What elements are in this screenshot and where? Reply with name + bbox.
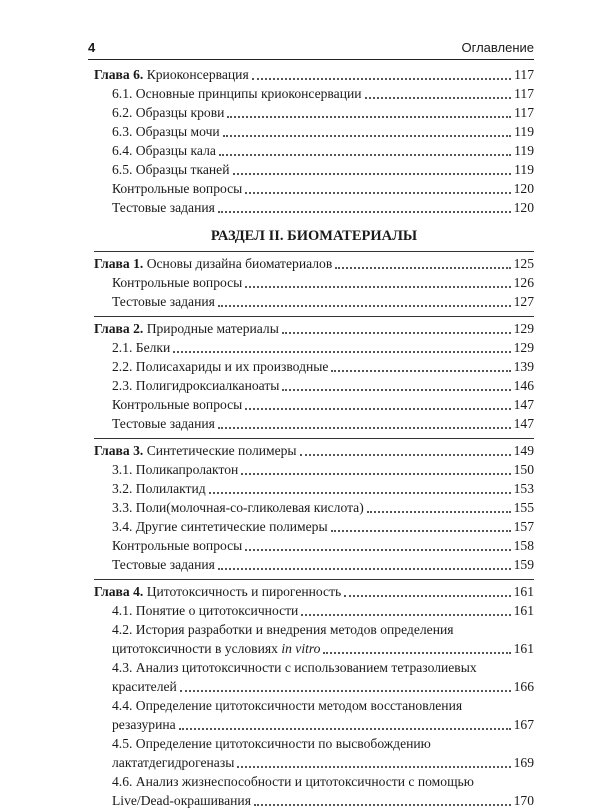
toc-chapter-2	[94, 319, 534, 433]
dot-leader	[218, 305, 511, 307]
dot-leader	[252, 78, 511, 80]
toc-entry	[94, 376, 534, 395]
chapter-divider	[94, 316, 534, 317]
page-ref: 166	[513, 679, 534, 694]
entry-title-line1: 4.6. Анализ жизнеспособности и цитотоксичности с помощью	[112, 774, 474, 789]
entry-title: 2.3. Полигидроксиалканоаты	[112, 378, 280, 393]
toc-chapter-6	[94, 65, 534, 217]
entry-title: 3.2. Полилактид	[112, 481, 206, 496]
toc-entry	[94, 103, 534, 122]
toc-chapter-heading	[94, 254, 534, 273]
chapter-title: Цитотоксичность и пирогенность	[146, 584, 342, 599]
dot-leader	[365, 97, 512, 99]
page-ref: 120	[513, 181, 534, 196]
toc-chapter-heading	[94, 441, 534, 460]
dot-leader	[254, 804, 511, 806]
chapter-divider	[94, 251, 534, 252]
header-divider	[88, 59, 534, 60]
page-ref: 125	[513, 256, 534, 271]
page-ref: 147	[513, 397, 534, 412]
page-ref: 170	[513, 793, 534, 808]
running-header	[88, 40, 534, 60]
dot-leader	[241, 473, 510, 475]
page-ref: 139	[513, 359, 534, 374]
dot-leader	[245, 408, 510, 410]
page-ref: 161	[513, 584, 534, 599]
toc-entry	[94, 141, 534, 160]
dot-leader	[180, 690, 511, 692]
chapter-label: Глава 1.	[94, 256, 144, 271]
toc-entry-multiline	[94, 658, 534, 696]
dot-leader	[218, 568, 511, 570]
toc-entry	[94, 460, 534, 479]
dot-leader	[179, 728, 511, 730]
toc-entry	[94, 395, 534, 414]
toc-entry	[94, 414, 534, 433]
entry-title: Контрольные вопросы	[112, 181, 243, 196]
page-ref: 161	[513, 641, 534, 656]
page-ref: 127	[513, 294, 534, 309]
toc-entry-multiline	[94, 772, 534, 810]
chapter-label: Глава 6.	[94, 67, 144, 82]
entry-title-line2: красителей	[112, 679, 177, 694]
dot-leader	[323, 652, 510, 654]
entry-title-line1: 4.3. Анализ цитотоксичности с использованием тетразолиевых	[112, 660, 477, 675]
page-ref: 169	[513, 755, 534, 770]
dot-leader	[173, 351, 510, 353]
entry-title: 6.5. Образцы тканей	[112, 162, 230, 177]
dot-leader	[233, 173, 512, 175]
dot-leader	[223, 135, 511, 137]
dot-leader	[237, 766, 510, 768]
entry-title: 2.2. Полисахариды и их производные	[112, 359, 329, 374]
dot-leader	[367, 511, 511, 513]
page-ref: 119	[514, 124, 534, 139]
page-ref: 117	[514, 86, 534, 101]
toc-entry	[94, 122, 534, 141]
chapter-title: Природные материалы	[146, 321, 279, 336]
entry-title-italic: in vitro	[281, 641, 321, 656]
page-ref: 119	[514, 162, 534, 177]
toc-entry-line2	[112, 791, 534, 810]
toc-entry-multiline	[94, 696, 534, 734]
page-ref: 149	[513, 443, 534, 458]
page-ref: 153	[513, 481, 534, 496]
toc-entry	[94, 273, 534, 292]
dot-leader	[344, 595, 510, 597]
dot-leader	[218, 211, 511, 213]
dot-leader	[331, 530, 511, 532]
entry-title: 6.2. Образцы крови	[112, 105, 225, 120]
entry-title: Тестовые задания	[112, 294, 215, 309]
page-ref: 167	[513, 717, 534, 732]
toc-entry-line2	[112, 639, 534, 658]
toc-chapter-heading	[94, 65, 534, 84]
dot-leader	[209, 492, 511, 494]
dot-leader	[301, 614, 510, 616]
chapter-title: Синтетические полимеры	[146, 443, 297, 458]
running-title: Оглавление	[461, 40, 534, 55]
chapter-title: Криоконсервация	[146, 67, 249, 82]
page-ref: 161	[513, 603, 534, 618]
entry-title-line2: резазурина	[112, 717, 176, 732]
dot-leader	[331, 370, 510, 372]
page-ref: 119	[514, 143, 534, 158]
toc-entry	[94, 479, 534, 498]
entry-title: 4.1. Понятие о цитотоксичности	[112, 603, 299, 618]
page-ref: 117	[514, 105, 534, 120]
dot-leader	[282, 389, 510, 391]
entry-title-line2: лактатдегидрогеназы	[112, 755, 235, 770]
page-ref: 117	[514, 67, 534, 82]
toc-entry-multiline	[94, 620, 534, 658]
dot-leader	[245, 192, 510, 194]
toc-entry	[94, 338, 534, 357]
dot-leader	[227, 116, 511, 118]
page-ref: 155	[513, 500, 534, 515]
table-of-contents	[94, 65, 534, 810]
chapter-label: Глава 2.	[94, 321, 144, 336]
entry-title: 3.4. Другие синтетические полимеры	[112, 519, 328, 534]
toc-entry-line2	[112, 715, 534, 734]
entry-title-line1: 4.5. Определение цитотоксичности по высвобождению	[112, 736, 431, 751]
toc-entry	[94, 160, 534, 179]
chapter-label: Глава 3.	[94, 443, 144, 458]
entry-title-line1: 4.2. История разработки и внедрения методов определения	[112, 622, 454, 637]
toc-entry	[94, 292, 534, 311]
entry-title: 3.1. Поликапролактон	[112, 462, 239, 477]
page-ref: 159	[513, 557, 534, 572]
toc-entry-line2	[112, 753, 534, 772]
toc-chapter-4	[94, 582, 534, 810]
toc-entry	[94, 536, 534, 555]
toc-entry	[94, 198, 534, 217]
entry-title: 6.1. Основные принципы криоконсервации	[112, 86, 362, 101]
dot-leader	[245, 286, 510, 288]
entry-title: Контрольные вопросы	[112, 538, 243, 553]
part-title: РАЗДЕЛ II. БИОМАТЕРИАЛЫ	[210, 228, 418, 244]
entry-title: Контрольные вопросы	[112, 397, 243, 412]
dot-leader	[335, 267, 510, 269]
page-ref: 158	[513, 538, 534, 553]
toc-entry	[94, 498, 534, 517]
dot-leader	[245, 549, 510, 551]
toc-entry-line2	[112, 677, 534, 696]
entry-title-line2: Live/Dead-окрашивания	[112, 793, 251, 808]
entry-title: Тестовые задания	[112, 557, 215, 572]
entry-title: 3.3. Поли(молочная-со-гликолевая кислота)	[112, 500, 364, 515]
page-number: 4	[88, 40, 96, 55]
entry-title: Тестовые задания	[112, 200, 215, 215]
entry-title-line2: цитотоксичности в условиях	[112, 641, 282, 656]
toc-entry	[94, 179, 534, 198]
dot-leader	[300, 454, 511, 456]
toc-chapter-1	[94, 254, 534, 311]
dot-leader	[219, 154, 511, 156]
chapter-label: Глава 4.	[94, 584, 144, 599]
entry-title: 2.1. Белки	[112, 340, 171, 355]
toc-entry	[94, 601, 534, 620]
toc-entry	[94, 357, 534, 376]
chapter-divider	[94, 438, 534, 439]
dot-leader	[218, 427, 511, 429]
toc-entry-multiline	[94, 734, 534, 772]
chapter-divider	[94, 579, 534, 580]
toc-chapter-heading	[94, 582, 534, 601]
toc-entry	[94, 517, 534, 536]
toc-chapter-3	[94, 441, 534, 574]
page-ref: 129	[513, 340, 534, 355]
page-ref: 147	[513, 416, 534, 431]
entry-title: Контрольные вопросы	[112, 275, 243, 290]
page-ref: 150	[513, 462, 534, 477]
chapter-title: Основы дизайна биоматериалов	[146, 256, 333, 271]
entry-title: 6.4. Образцы кала	[112, 143, 216, 158]
page-ref: 126	[513, 275, 534, 290]
page-ref: 146	[513, 378, 534, 393]
toc-entry	[94, 84, 534, 103]
page-ref: 120	[513, 200, 534, 215]
dot-leader	[282, 332, 511, 334]
entry-title-line1: 4.4. Определение цитотоксичности методом восстановления	[112, 698, 463, 713]
page-ref: 129	[513, 321, 534, 336]
toc-chapter-heading	[94, 319, 534, 338]
entry-title: 6.3. Образцы мочи	[112, 124, 220, 139]
toc-entry	[94, 555, 534, 574]
page-ref: 157	[513, 519, 534, 534]
entry-title: Тестовые задания	[112, 416, 215, 431]
